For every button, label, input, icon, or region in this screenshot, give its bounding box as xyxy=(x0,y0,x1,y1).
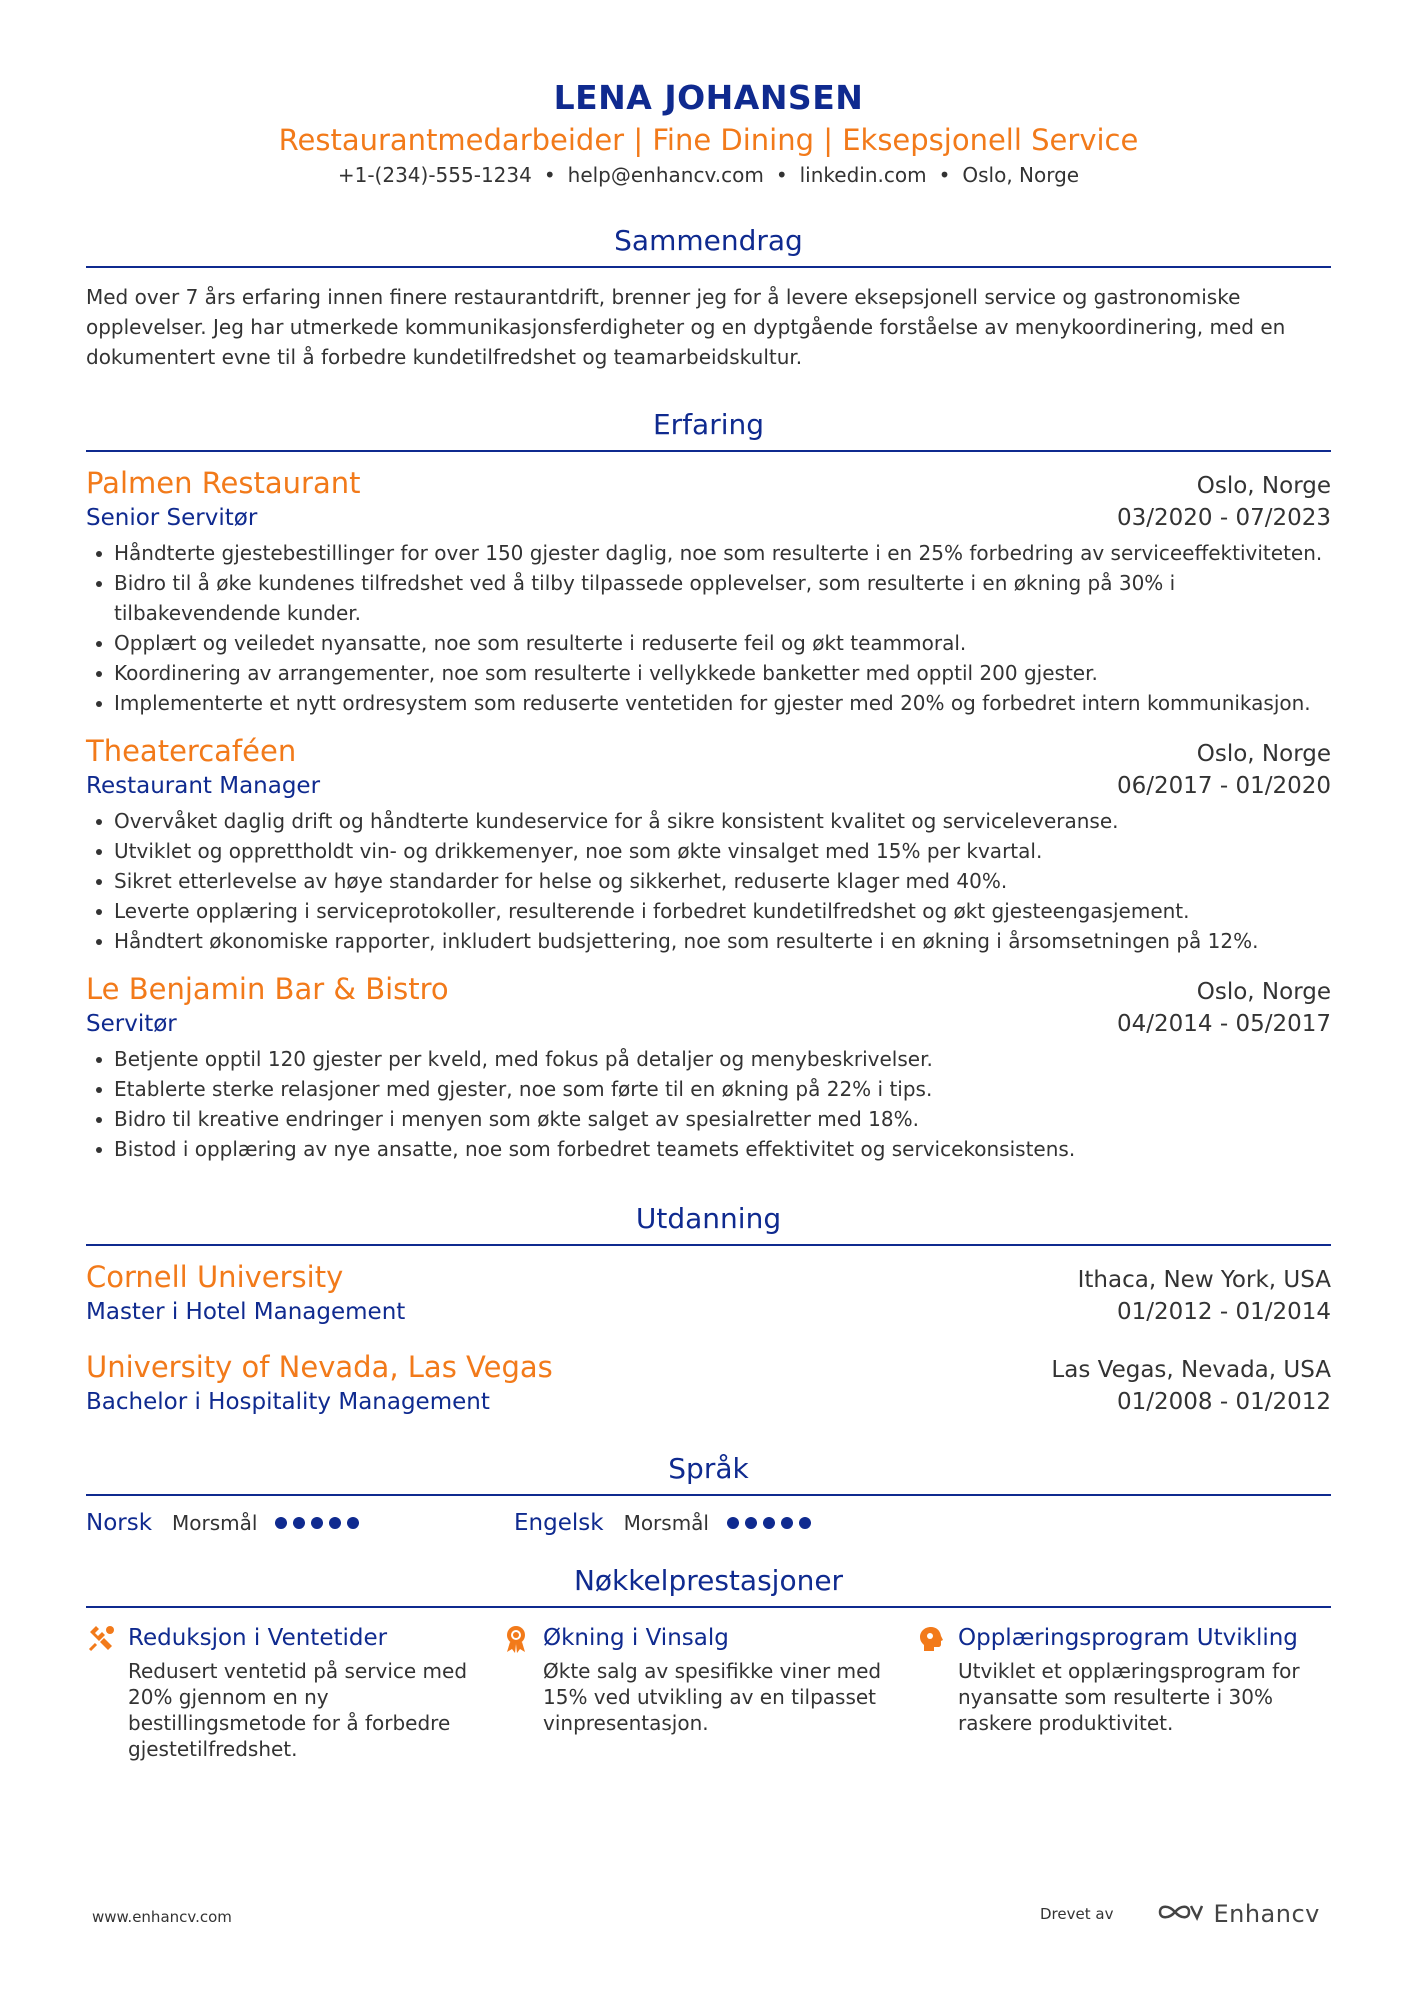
phone[interactable]: +1-(234)-555-1234 xyxy=(337,163,532,187)
section-title-experience: Erfaring xyxy=(652,408,765,441)
enhancv-logo-icon xyxy=(1157,1900,1203,1928)
bullet-item: Opplært og veiledet nyansatte, noe som resulterte i reduserte feil og økt teammoral. xyxy=(86,628,1331,658)
degree: Master i Hotel Management xyxy=(86,1299,406,1325)
brand-name: Enhancv xyxy=(1213,1900,1320,1928)
language-item xyxy=(514,1510,942,1536)
summary-section xyxy=(86,224,1331,372)
rating-dot xyxy=(329,1517,341,1529)
job-location: Oslo, Norge xyxy=(1196,979,1331,1005)
job-role: Servitør xyxy=(86,1011,177,1037)
bullet-item: Overvåket daglig drift og håndterte kundeservice for å sikre konsistent kvalitet og serviceleveranse. xyxy=(86,806,1331,836)
footer-branding xyxy=(1040,1900,1320,1928)
job-entry xyxy=(86,732,1331,956)
education-section xyxy=(86,1202,1331,1418)
education-entry xyxy=(86,1258,1331,1328)
bullet-item: Implementerte et nytt ordresystem som reduserte ventetiden for gjester med 20% og forbedret intern kommunikasjon. xyxy=(86,688,1331,718)
job-location: Oslo, Norge xyxy=(1196,473,1331,499)
section-divider xyxy=(86,1494,1331,1496)
company-name: Theatercaféen xyxy=(86,734,297,768)
powered-by-label: Drevet av xyxy=(1040,1905,1114,1923)
rating-dot xyxy=(347,1517,359,1529)
job-entry xyxy=(86,464,1331,718)
footer-website[interactable]: www.enhancv.com xyxy=(92,1908,232,1926)
achievement-description: Redusert ventetid på service med 20% gjennom en ny bestillingsmetode for å forbedre gjestetilfredshet. xyxy=(128,1659,468,1761)
tools-icon xyxy=(86,1624,116,1654)
bullet-item: Betjente opptil 120 gjester per kveld, med fokus på detaljer og menybeskrivelser. xyxy=(86,1044,1331,1074)
bullet-item: Håndtert økonomiske rapporter, inkludert budsjettering, noe som resulterte i en økning i årsomsetningen på 12%. xyxy=(86,926,1331,956)
bullet-item: Bistod i opplæring av nye ansatte, noe som forbedret teamets effektivitet og servicekonsistens. xyxy=(86,1134,1331,1164)
summary-text: Med over 7 års erfaring innen finere restaurantdrift, brenner jeg for å levere eksepsjonell service og gastronomiske opplevelser. Jeg har utmerkede kommunikasjonsferdigheter og en dyptgående forståelse av menykoordinering, med en dokumentert evne til å forbedre kundetilfredshet og teamarbeidskultur. xyxy=(86,285,1286,369)
bullet-item: Utviklet og opprettholdt vin- og drikkemenyer, noe som økte vinsalget med 15% per kvartal. xyxy=(86,836,1331,866)
job-role: Senior Servitør xyxy=(86,505,258,531)
language-rating xyxy=(275,1517,365,1529)
candidate-title: Restaurantmedarbeider | Fine Dining | Eksepsjonell Service xyxy=(278,123,1139,157)
company-name: Le Benjamin Bar & Bistro xyxy=(86,972,449,1006)
education-dates: 01/2012 - 01/2014 xyxy=(1116,1299,1331,1325)
job-location: Oslo, Norge xyxy=(1196,741,1331,767)
job-role: Restaurant Manager xyxy=(86,773,321,799)
candidate-name: LENA JOHANSEN xyxy=(553,78,864,117)
bullet-item: Sikret etterlevelse av høye standarder for helse og sikkerhet, reduserte klager med 40%. xyxy=(86,866,1331,896)
separator-dot: • xyxy=(775,163,788,187)
school-location: Las Vegas, Nevada, USA xyxy=(1051,1357,1331,1383)
job-bullets xyxy=(86,806,1331,956)
section-title-achievements: Nøkkelprestasjoner xyxy=(573,1564,844,1597)
bullet-item: Koordinering av arrangementer, noe som resulterte i vellykkede banketter med opptil 200 gjester. xyxy=(86,658,1331,688)
rating-dot xyxy=(275,1517,287,1529)
rating-dot xyxy=(293,1517,305,1529)
experience-section xyxy=(86,408,1331,1164)
achievement-item xyxy=(86,1622,501,1762)
school-name: Cornell University xyxy=(86,1260,344,1294)
company-name: Palmen Restaurant xyxy=(86,466,361,500)
brain-icon xyxy=(916,1624,946,1654)
achievement-item xyxy=(501,1622,916,1762)
school-name: University of Nevada, Las Vegas xyxy=(86,1350,553,1384)
school-location: Ithaca, New York, USA xyxy=(1077,1267,1331,1293)
achievement-title: Reduksjon i Ventetider xyxy=(128,1625,388,1651)
separator-dot: • xyxy=(938,163,951,187)
language-level: Morsmål xyxy=(623,1511,709,1535)
award-icon xyxy=(501,1624,531,1654)
separator-dot: • xyxy=(543,163,556,187)
achievement-item xyxy=(916,1622,1331,1762)
section-title-languages: Språk xyxy=(668,1452,749,1485)
achievement-title: Økning i Vinsalg xyxy=(543,1625,729,1651)
language-name: Norsk xyxy=(86,1510,153,1536)
education-dates: 01/2008 - 01/2012 xyxy=(1116,1389,1331,1415)
location: Oslo, Norge xyxy=(962,163,1080,187)
language-level: Morsmål xyxy=(172,1511,258,1535)
bullet-item: Bidro til å øke kundenes tilfredshet ved å tilby tilpassede opplevelser, som resulterte i en økning på 30% i tilbakevendende kunder. xyxy=(86,568,1331,628)
bullet-item: Etablerte sterke relasjoner med gjester, noe som førte til en økning på 22% i tips. xyxy=(86,1074,1331,1104)
achievement-title: Opplæringsprogram Utvikling xyxy=(958,1625,1298,1651)
education-entry xyxy=(86,1348,1331,1418)
rating-dot xyxy=(727,1517,739,1529)
achievement-description: Økte salg av spesifikke viner med 15% ved utvikling av en tilpasset vinpresentasjon. xyxy=(543,1659,882,1735)
job-dates: 06/2017 - 01/2020 xyxy=(1116,773,1331,799)
section-divider xyxy=(86,450,1331,452)
languages-section xyxy=(86,1452,1331,1536)
resume xyxy=(86,0,1331,1762)
achievements-section xyxy=(86,1564,1331,1762)
job-bullets xyxy=(86,538,1331,718)
section-divider xyxy=(86,266,1331,268)
contact-line xyxy=(86,162,1331,188)
language-name: Engelsk xyxy=(514,1510,604,1536)
rating-dot xyxy=(311,1517,323,1529)
email[interactable]: help@enhancv.com xyxy=(567,163,764,187)
job-dates: 04/2014 - 05/2017 xyxy=(1116,1011,1331,1037)
section-divider xyxy=(86,1244,1331,1246)
job-bullets xyxy=(86,1044,1331,1164)
section-divider xyxy=(86,1606,1331,1608)
bullet-item: Håndterte gjestebestillinger for over 150 gjester daglig, noe som resulterte i en 25% forbedring av serviceeffektiviteten. xyxy=(86,538,1331,568)
language-rating xyxy=(727,1517,817,1529)
rating-dot xyxy=(763,1517,775,1529)
job-dates: 03/2020 - 07/2023 xyxy=(1116,505,1331,531)
section-title-education: Utdanning xyxy=(635,1202,782,1235)
rating-dot xyxy=(799,1517,811,1529)
rating-dot xyxy=(745,1517,757,1529)
rating-dot xyxy=(781,1517,793,1529)
section-title-summary: Sammendrag xyxy=(614,224,803,257)
bullet-item: Leverte opplæring i serviceprotokoller, resulterende i forbedret kundetilfredshet og økt gjesteengasjement. xyxy=(86,896,1331,926)
achievement-description: Utviklet et opplæringsprogram for nyansatte som resulterte i 30% raskere produktivitet. xyxy=(958,1659,1300,1735)
degree: Bachelor i Hospitality Management xyxy=(86,1389,490,1415)
job-entry xyxy=(86,970,1331,1164)
bullet-item: Bidro til kreative endringer i menyen som økte salget av spesialretter med 18%. xyxy=(86,1104,1331,1134)
linkedin[interactable]: linkedin.com xyxy=(799,163,927,187)
language-item xyxy=(86,1510,514,1536)
